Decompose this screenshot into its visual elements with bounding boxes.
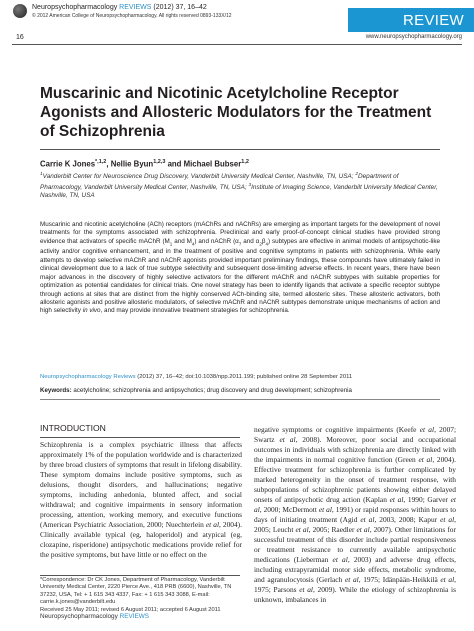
review-label: REVIEW (403, 12, 464, 29)
journal-website-link[interactable]: www.neuropsychopharmacology.org (365, 34, 462, 40)
abstract-text: ) and nAChR (α (194, 237, 239, 245)
body-text: , 2004). Effective treatment for schizophrenia is further complicated by marked heterogeneity in the onset of treatment response, with subpopulations of schizophrenic patients showing either delayed onsets of antipsychotic drug action (Kaplan (254, 455, 456, 504)
citation-details: (2012) 37, 16–42; doi:10.1038/npp.2011.199; published online 28 September 2011 (135, 374, 353, 380)
et-al: et al (205, 520, 220, 529)
affiliations (40, 171, 440, 200)
body-text: , 1991) or rapid responses within hours to days of initiating treatment (Agid (254, 505, 456, 524)
et-al: et al (389, 495, 404, 504)
body-text: , 2003) and adverse drug effects, including extrapyramidal motor side effects, metabolic syndrome, and agranulocytosis (Gerlach (254, 555, 456, 584)
footnote-divider (40, 575, 240, 576)
abstract-text: , and may provide innovative treatment strategies for schizophrenia. (100, 307, 290, 315)
author-name: Michael Bubser (183, 159, 242, 169)
author-superscript: 1,2,3 (153, 159, 166, 165)
journal-header (32, 4, 207, 11)
author-separator: , (106, 159, 111, 169)
introduction-heading: INTRODUCTION (40, 423, 106, 433)
et-al: et al (440, 515, 455, 524)
abstract (40, 221, 440, 316)
body-text: , 2008). Moreover, poor social and occupational outcomes in individuals with schizophrenia are directly linked with the impairments in normal cognitive function (Green (254, 435, 456, 464)
italic-term: in vivo (82, 307, 101, 315)
footer-section: REVIEWS (119, 613, 150, 620)
review-banner (348, 8, 474, 32)
title-divider (40, 149, 440, 150)
affiliation-text: Department of Pharmacology, Vanderbilt University Medical Center, Nashville, TN, USA; (40, 173, 399, 191)
body-column-right (254, 425, 456, 605)
keywords-text: acetylcholine; schizophrenia and antipsychotics; drug discovery and drug development; schizophrenia (71, 387, 352, 394)
body-text: , 2004). Clinically available typical (eg, haloperidol) and atypical (eg, clozapine, risperidone) antipsychotic medications provide relief for the positive symptoms, but have little or no effect on the (40, 520, 242, 559)
affiliation-number: 1 (40, 172, 43, 177)
et-al: et al (344, 575, 359, 584)
journal-name: Neuropsychopharmacology (32, 4, 118, 11)
author-name: Carrie K Jones (40, 159, 96, 169)
author-list (40, 159, 249, 169)
journal-logo (13, 4, 27, 18)
abstract-text: and α (241, 237, 260, 245)
page-footer (40, 613, 149, 620)
received-dates: Received 25 May 2011; revised 6 August 2011; accepted 6 August 2011 (40, 606, 221, 613)
author-superscript: *,1,2 (95, 159, 107, 165)
subscript: 4 (265, 241, 268, 247)
keywords-label: Keywords: (40, 387, 72, 394)
header-divider (12, 44, 462, 45)
body-column-left (40, 440, 242, 560)
subscript: 1 (169, 241, 173, 247)
body-text: , 2007). Other limitations for successful treatment of this disorder include partial responsiveness or treatment resistance to currently available antipsychotic medications (Lieberman (254, 525, 456, 564)
affiliation-number: 2 (355, 172, 359, 177)
subscript: 4 (191, 241, 195, 247)
author-name: Nellie Byun (110, 159, 154, 169)
correspondence-text: *Correspondence: Dr CK Jones, Department of Pharmacology, Vanderbilt University Medical Center, 2220 Pierce Ave., 418 PRB (6600), Nashville, TN 37232, USA, Tel: + 1 615 343 4337, Fax: + 1 615 343 3088, E-mail: carrie.k.jones@vanderbilt.edu (40, 577, 232, 606)
et-al: et al (360, 515, 375, 524)
abstract-text: and M (172, 237, 192, 245)
affiliation-text: Institute of Imaging Science, Vanderbilt University Medical Center, Nashville, TN, USA (40, 183, 438, 200)
author-superscript: 1,2 (241, 159, 249, 165)
et-al: et al (279, 435, 296, 444)
body-text: , 1975; Parsons (254, 575, 457, 594)
et-al: et al (418, 455, 433, 464)
et-al: et al (299, 585, 313, 594)
body-text: , 1990; Garver (403, 495, 451, 504)
footer-journal: Neuropsychopharmacology (40, 613, 118, 620)
introduction-underline (40, 437, 240, 438)
body-text: negative symptoms or cognitive impairments (Keefe (254, 425, 420, 434)
journal-issue: (2012) 37, 16–42 (153, 4, 207, 11)
body-text: Schizophrenia is a complex psychiatric illness that affects approximately 1% of the population worldwide and is characterized by three broad clusters of symptoms that result in lifelong disability. These symptom domains include positive symptoms, such as delusions, thought disorders, and hallucinations; negative symptoms, including anhedonia, blunted affect, and social withdrawal; and cognitive impairments in sensory information processing, attention, working memory, and executive functions (American Psychiatric Association, 2000; Nuechterlein (40, 440, 242, 529)
body-text: , 2007; Swartz (254, 425, 457, 444)
author-separator: and (165, 159, 184, 169)
abstract-text: Muscarinic and nicotinic acetylcholine (ACh) receptors (mAChRs and nAChRs) are emerging as important targets for the development of novel treatments for the symptoms associated with schizophrenia. Preclinical and early proof-of-concept clinical studies have provided strong evidence that activators of specific mAChR (M (40, 221, 440, 245)
body-text: , 2000; McDermott (259, 505, 319, 514)
citation-journal: Neuropsychopharmacology Reviews (40, 374, 136, 380)
et-al: et al (295, 525, 309, 534)
affiliation-text: Vanderbilt Center for Neuroscience Drug Discovery, Vanderbilt University Medical Center, Nashville, TN, USA; (42, 173, 356, 181)
keywords (40, 387, 440, 395)
body-text: , 2005; Leucht (254, 515, 457, 534)
body-text: , 2009). While the etiology of schizophrenia is unknown, imbalances in (254, 585, 456, 604)
abstract-divider (40, 399, 440, 400)
affiliation-number: 3 (248, 182, 252, 188)
body-text: , 1975; Idänpään-Heikkilä (358, 575, 441, 584)
citation-line (40, 373, 440, 381)
et-al: et al (254, 495, 456, 514)
et-al: et al (318, 505, 332, 514)
subscript: 2 (259, 241, 262, 247)
abstract-text: ) subtypes are effective in animal models of antipsychotic-like activity and/or cognitive enhancement, and in the treatment of positive and cognitive symptoms in patients with schizophrenia. While early attempts to develop selective mAChR and nAChR agonists provided important preliminary findings, these compounds have ultimately failed in clinical development due to a lack of true subtype selectivity and subsequent dose-limiting adverse effects. In recent years, there have been major advances in the discovery of highly selective activators for the different mAChR and nAChR subtypes with suitable properties for optimization as potential candidates for clinical trials. One novel strategy has been to identify ligands that activate a specific receptor subtype through actions at sites that are distinct from the highly conserved ACh-binding site, termed allosteric sites. These allosteric activators, both allosteric agonists and positive allosteric modulators, of selective mAChR and nAChR subtypes demonstrate unique mechanisms of action and high selectivity (40, 237, 440, 315)
correspondence-footnote (40, 577, 242, 614)
subscript: 7 (238, 241, 242, 247)
article-title: Muscarinic and Nicotinic Acetylcholine Receptor Agonists and Allosteric Modulators for the Treatment of Schizophrenia (40, 85, 432, 140)
et-al: et al (332, 555, 348, 564)
abstract-text: β (261, 237, 266, 245)
body-text: , 2003, 2008; Kapur (374, 515, 441, 524)
body-text: , 2005; Raedler (308, 525, 357, 534)
page-number: 16 (16, 34, 24, 41)
et-al: et al (440, 575, 455, 584)
journal-section: REVIEWS (119, 4, 152, 11)
copyright-line: © 2012 American College of Neuropsychopharmacology. All rights reserved 0893-133X/12 (32, 13, 232, 19)
et-al: et al (356, 525, 370, 534)
et-al: et al (419, 425, 435, 434)
